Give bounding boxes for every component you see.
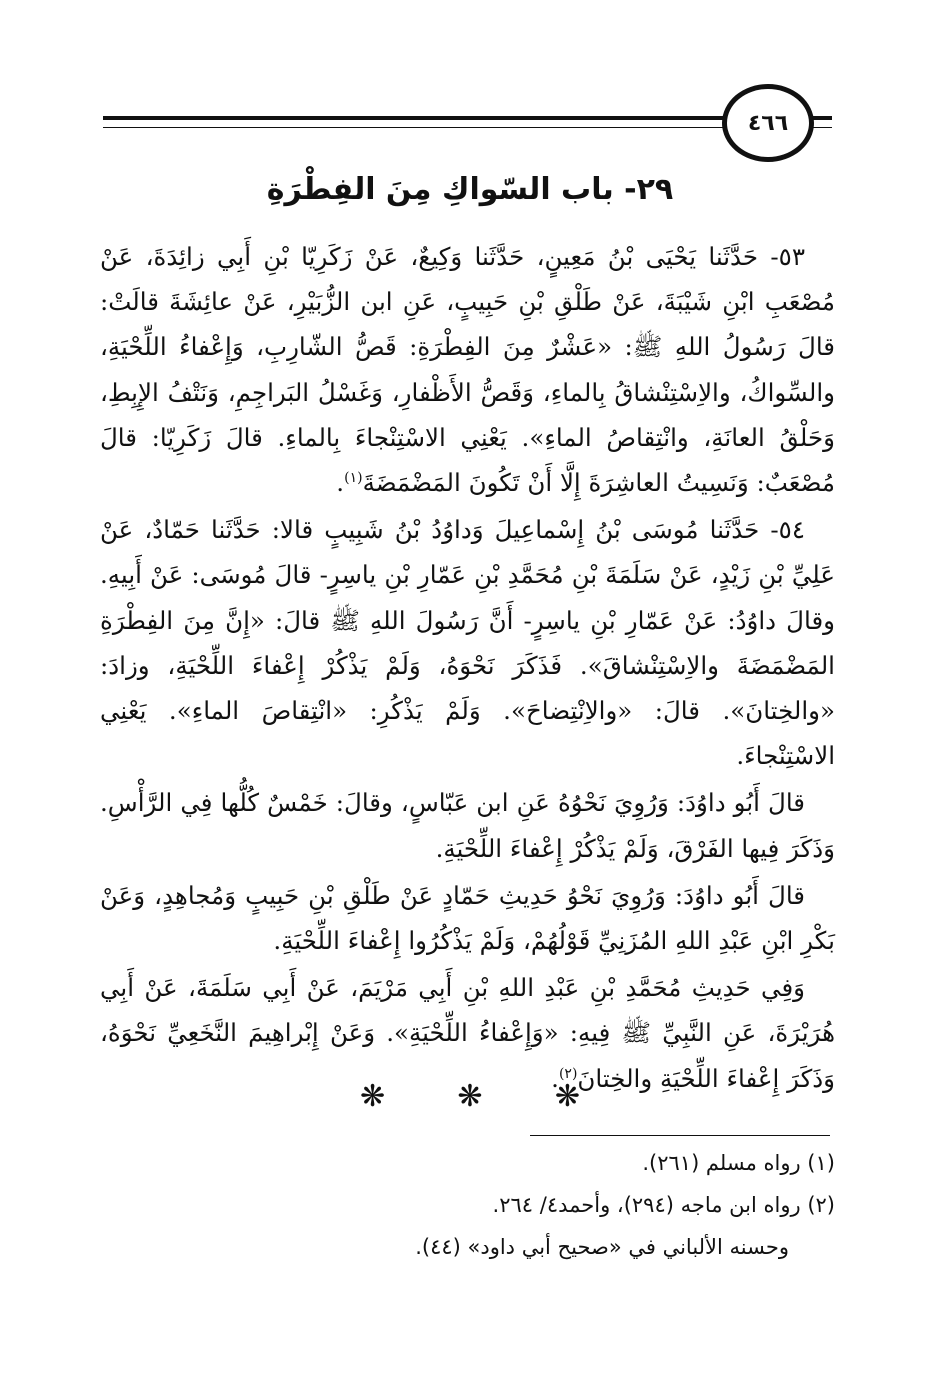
footnote-ref: (١) xyxy=(344,469,363,486)
paragraph-abu-dawud-note-1 xyxy=(100,780,835,870)
paragraph-text: قالَ أَبُو داوُدَ: وَرُوِيَ نَحْوُهُ عَنِ ابن عَبّاسٍ، وقالَ: خَمْسٌ كُلُّها فِي الرَّأْسِ. وَذَكَرَ فِيها الفَرْقَ، وَلَمْ يَذْكُرْ إِعْفاءَ اللِّحْيَةِ. xyxy=(100,788,835,863)
page-number: ٤٦٦ xyxy=(722,84,814,162)
asterism-icon: ❋ xyxy=(360,1078,386,1114)
paragraph-hadith-54 xyxy=(100,507,835,778)
paragraph-abu-hurayrah-note: وَفِي حَدِيثِ مُحَمَّدِ بْنِ عَبْدِ اللهِ بْنِ أَبِي مَرْيَمَ، عَنْ أَبِي سَلَمَةَ، عَنْ أَبِي هُرَيْرَةَ، عَنِ النَّبِيِّ ﷺ فِيهِ: «وَإِعْفاءُ اللِّحْيَةِ». وَعَنْ إِبْراهِيمَ النَّخَعِيِّ نَحْوَهُ، وَذَكَرَ إِعْفاءَ اللِّحْيَةِ والخِتانَ$^{(٢)}$. xyxy=(100,973,835,1093)
footnote-rule xyxy=(530,1135,830,1136)
paragraph-text: ٥٣- حَدَّثَنا يَحْيَى بْنُ مَعِينٍ، حَدَّثَنا وَكِيعٌ، عَنْ زَكَرِيّا بْنِ أَبِي زائِدَةَ، عَنْ مُصْعَبِ ابْنِ شَيْبَةَ، عَنْ طَلْقِ بْنِ حَبِيبٍ، عَنِ ابن الزُّبَيْرِ، عَنْ عائِشَةَ قالَتْ: قالَ رَسُولُ اللهِ ﷺ: «عَشْرٌ مِنَ الفِطْرَةِ: قَصُّ الشّارِبِ، وَإِعْفاءُ اللِّحْيَةِ، والسِّواكُ، والاِسْتِنْشاقُ بِالماءِ، وَقَصُّ الأَظْفارِ، وَغَسْلُ البَراجِمِ، وَنَتْفُ الإِبِطِ، وَحَلْقُ العانَةِ، وانْتِقاصُ الماءِ». يَعْنِي الاسْتِنْجاءَ بِالماءِ. قالَ زَكَرِيّا: قالَ مُصْعَبٌ: وَنَسِيتُ العاشِرَةَ إِلَّا أَنْ تَكُونَ المَضْمَضَةَ xyxy=(100,242,835,498)
footnotes xyxy=(300,1142,835,1268)
header-rule xyxy=(103,116,725,128)
paragraph-hadith-53: ٥٣- حَدَّثَنا يَحْيَى بْنُ مَعِينٍ، حَدَّثَنا وَكِيعٌ، عَنْ زَكَرِيّا بْنِ أَبِي زائِدَةَ، عَنْ مُصْعَبِ ابْنِ شَيْبَةَ، عَنْ طَلْقِ بْنِ حَبِيبٍ، عَنِ ابن الزُّبَيْرِ، عَنْ عائِشَةَ قالَتْ: قالَ رَسُولُ اللهِ ﷺ: «عَشْرٌ مِنَ الفِطْرَةِ: قَصُّ الشّارِبِ، وَإِعْفاءُ اللِّحْيَةِ، والسِّواكُ، والاِسْتِنْشاقُ بِالماءِ، وَقَصُّ الأَظْفارِ، وَغَسْلُ البَراجِمِ، وَنَتْفُ الإِبِطِ، وَحَلْقُ العانَةِ، وانْتِقاصُ الماءِ». يَعْنِي الاسْتِنْجاءَ بِالماءِ. قالَ زَكَرِيّا: قالَ مُصْعَبٌ: وَنَسِيتُ العاشِرَةَ إِلَّا أَنْ تَكُونَ المَضْمَضَةَ$^{(١)}$. xyxy=(100,242,835,498)
paragraph-text: وَفِي حَدِيثِ مُحَمَّدِ بْنِ عَبْدِ اللهِ بْنِ أَبِي مَرْيَمَ، عَنْ أَبِي سَلَمَةَ، عَنْ أَبِي هُرَيْرَةَ، عَنِ النَّبِيِّ ﷺ فِيهِ: «وَإِعْفاءُ اللِّحْيَةِ». وَعَنْ إِبْراهِيمَ النَّخَعِيِّ نَحْوَهُ، وَذَكَرَ إِعْفاءَ اللِّحْيَةِ والخِتانَ xyxy=(100,973,835,1093)
footnote-ref: (٢) xyxy=(558,1065,578,1082)
asterism-icon: ❋ xyxy=(554,1078,580,1114)
paragraph-text: قالَ أَبُو داوُدَ: وَرُوِيَ نَحْوُ حَدِيثِ حَمّادٍ عَنْ طَلْقِ بْنِ حَبِيبٍ وَمُجاهِدٍ، وَعَنْ بَكْرِ ابْنِ عَبْدِ اللهِ المُزَنِيِّ قَوْلُهُمْ، وَلَمْ يَذْكُرُوا إِعْفاءَ اللِّحْيَةِ. xyxy=(100,880,835,956)
section-divider xyxy=(360,1076,580,1116)
footnote-1: (١) رواه مسلم (٢٦١). xyxy=(642,1151,835,1175)
footnote-2: (٢) رواه ابن ماجه (٢٩٤)، وأحمد٤/ ٢٦٤. xyxy=(492,1193,835,1217)
footnote-2-continuation: وحسنه الألباني في «صحيح أبي داود» (٤٤). xyxy=(415,1235,789,1259)
paragraph-text: ٥٤- حَدَّثَنا مُوسَى بْنُ إِسْماعِيلَ وَداوُدُ بْنُ شَبِيبٍ قالا: حَدَّثَنا حَمّادٌ، عَنْ عَلِيِّ بْنِ زَيْدٍ، عَنْ سَلَمَةَ بْنِ مُحَمَّدِ بْنِ عَمّارِ بْنِ ياسِرٍ- قالَ مُوسَى: عَنْ أَبِيهِ. وقالَ داوُدُ: عَنْ عَمّارِ بْنِ ياسِرٍ- أَنَّ رَسُولَ اللهِ ﷺ قالَ: «إِنَّ مِنَ الفِطْرَةِ المَضْمَضَةَ والاِسْتِنْشاقَ». فَذَكَرَ نَحْوَهُ، وَلَمْ يَذْكُرْ إِعْفاءَ اللِّحْيَةِ، وزادَ: «والخِتانَ». قالَ: «والاِنْتِضاحَ». وَلَمْ يَذْكُرِ: «انْتِقاصَ الماءِ». يَعْنِي الاسْتِنْجاءَ. xyxy=(100,515,835,771)
asterism-icon: ❋ xyxy=(457,1078,483,1114)
paragraph-abu-dawud-note-2 xyxy=(100,873,835,963)
body-text xyxy=(100,234,835,1103)
chapter-title: ٢٩- باب السّواكِ مِنَ الفِطْرَةِ xyxy=(266,172,674,207)
